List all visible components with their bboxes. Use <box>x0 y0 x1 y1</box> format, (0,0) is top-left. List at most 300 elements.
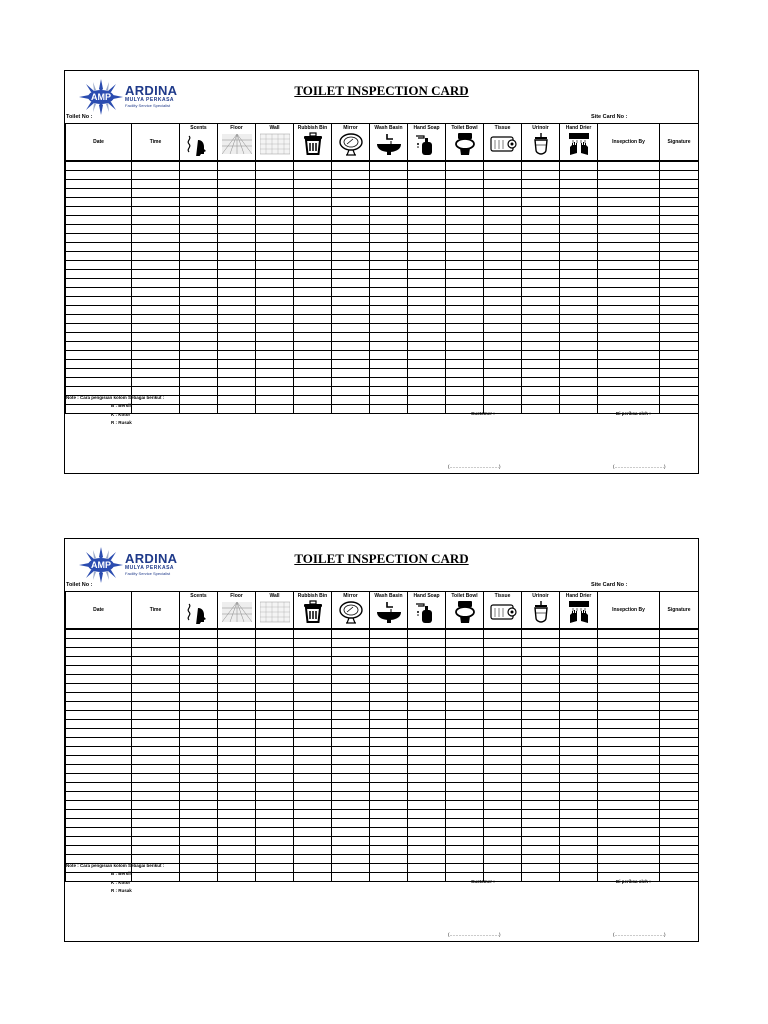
inspection-cell[interactable] <box>370 161 408 171</box>
inspection-cell[interactable] <box>484 180 522 189</box>
inspection-cell[interactable] <box>522 351 560 360</box>
inspection-cell[interactable] <box>256 171 294 180</box>
inspection-cell[interactable] <box>408 369 446 378</box>
inspection-cell[interactable] <box>522 720 560 729</box>
inspection-cell[interactable] <box>598 837 660 846</box>
inspection-cell[interactable] <box>408 684 446 693</box>
inspection-cell[interactable] <box>660 324 699 333</box>
inspection-cell[interactable] <box>332 639 370 648</box>
inspection-cell[interactable] <box>484 189 522 198</box>
inspection-cell[interactable] <box>218 720 256 729</box>
inspection-cell[interactable] <box>660 711 699 720</box>
inspection-cell[interactable] <box>218 161 256 171</box>
inspection-cell[interactable] <box>408 629 446 639</box>
inspection-cell[interactable] <box>660 216 699 225</box>
inspection-cell[interactable] <box>370 747 408 756</box>
inspection-cell[interactable] <box>446 702 484 711</box>
inspection-cell[interactable] <box>660 252 699 261</box>
inspection-cell[interactable] <box>180 225 218 234</box>
inspection-cell[interactable] <box>408 747 446 756</box>
inspection-cell[interactable] <box>598 252 660 261</box>
inspection-cell[interactable] <box>660 270 699 279</box>
inspection-cell[interactable] <box>66 738 132 747</box>
inspection-cell[interactable] <box>484 288 522 297</box>
inspection-cell[interactable] <box>294 657 332 666</box>
inspection-cell[interactable] <box>370 693 408 702</box>
inspection-cell[interactable] <box>132 783 180 792</box>
inspection-cell[interactable] <box>132 747 180 756</box>
inspection-cell[interactable] <box>332 378 370 387</box>
inspection-cell[interactable] <box>332 216 370 225</box>
inspection-cell[interactable] <box>218 333 256 342</box>
inspection-cell[interactable] <box>66 369 132 378</box>
inspection-cell[interactable] <box>408 333 446 342</box>
inspection-cell[interactable] <box>332 180 370 189</box>
inspection-cell[interactable] <box>484 837 522 846</box>
inspection-cell[interactable] <box>132 675 180 684</box>
inspection-cell[interactable] <box>598 351 660 360</box>
inspection-cell[interactable] <box>598 161 660 171</box>
inspection-cell[interactable] <box>180 270 218 279</box>
inspection-cell[interactable] <box>332 684 370 693</box>
inspection-cell[interactable] <box>598 828 660 837</box>
inspection-cell[interactable] <box>522 306 560 315</box>
inspection-cell[interactable] <box>370 405 408 414</box>
inspection-cell[interactable] <box>560 747 598 756</box>
inspection-cell[interactable] <box>332 234 370 243</box>
inspection-cell[interactable] <box>294 729 332 738</box>
customer-signature-line[interactable]: (……………………………) <box>448 464 501 469</box>
inspection-cell[interactable] <box>446 306 484 315</box>
inspection-cell[interactable] <box>132 693 180 702</box>
inspection-cell[interactable] <box>660 297 699 306</box>
inspection-cell[interactable] <box>132 342 180 351</box>
inspection-cell[interactable] <box>180 297 218 306</box>
inspection-cell[interactable] <box>370 270 408 279</box>
inspection-cell[interactable] <box>522 639 560 648</box>
inspection-cell[interactable] <box>370 629 408 639</box>
inspection-cell[interactable] <box>256 261 294 270</box>
inspection-cell[interactable] <box>598 360 660 369</box>
inspection-cell[interactable] <box>294 261 332 270</box>
inspection-cell[interactable] <box>560 792 598 801</box>
inspection-cell[interactable] <box>332 369 370 378</box>
inspection-cell[interactable] <box>218 216 256 225</box>
inspection-cell[interactable] <box>132 629 180 639</box>
inspection-cell[interactable] <box>370 738 408 747</box>
inspection-cell[interactable] <box>332 756 370 765</box>
inspection-cell[interactable] <box>180 720 218 729</box>
inspection-cell[interactable] <box>66 161 132 171</box>
inspection-cell[interactable] <box>408 783 446 792</box>
inspection-cell[interactable] <box>132 657 180 666</box>
inspection-cell[interactable] <box>66 288 132 297</box>
inspection-cell[interactable] <box>484 711 522 720</box>
inspection-cell[interactable] <box>218 837 256 846</box>
inspection-cell[interactable] <box>294 207 332 216</box>
inspection-cell[interactable] <box>180 387 218 396</box>
inspection-cell[interactable] <box>484 639 522 648</box>
inspection-cell[interactable] <box>66 297 132 306</box>
inspection-cell[interactable] <box>598 720 660 729</box>
inspection-cell[interactable] <box>484 297 522 306</box>
inspection-cell[interactable] <box>180 360 218 369</box>
inspection-cell[interactable] <box>522 216 560 225</box>
inspection-cell[interactable] <box>446 207 484 216</box>
inspection-cell[interactable] <box>332 801 370 810</box>
inspection-cell[interactable] <box>256 855 294 864</box>
inspection-cell[interactable] <box>660 828 699 837</box>
inspection-cell[interactable] <box>408 171 446 180</box>
inspection-cell[interactable] <box>256 324 294 333</box>
inspection-cell[interactable] <box>180 666 218 675</box>
inspection-cell[interactable] <box>294 297 332 306</box>
inspection-cell[interactable] <box>256 729 294 738</box>
inspection-cell[interactable] <box>560 675 598 684</box>
inspection-cell[interactable] <box>484 810 522 819</box>
inspection-cell[interactable] <box>370 783 408 792</box>
inspection-cell[interactable] <box>560 639 598 648</box>
inspection-cell[interactable] <box>446 216 484 225</box>
inspection-cell[interactable] <box>522 225 560 234</box>
inspection-cell[interactable] <box>408 324 446 333</box>
inspection-cell[interactable] <box>332 828 370 837</box>
inspection-cell[interactable] <box>560 405 598 414</box>
inspection-cell[interactable] <box>370 351 408 360</box>
inspection-cell[interactable] <box>560 378 598 387</box>
inspection-cell[interactable] <box>66 639 132 648</box>
inspection-cell[interactable] <box>180 747 218 756</box>
inspection-cell[interactable] <box>218 810 256 819</box>
inspection-cell[interactable] <box>256 342 294 351</box>
inspection-cell[interactable] <box>332 792 370 801</box>
inspection-cell[interactable] <box>256 837 294 846</box>
inspection-cell[interactable] <box>294 765 332 774</box>
inspection-cell[interactable] <box>294 288 332 297</box>
inspection-cell[interactable] <box>256 180 294 189</box>
inspection-cell[interactable] <box>294 774 332 783</box>
inspection-cell[interactable] <box>218 315 256 324</box>
inspection-cell[interactable] <box>180 324 218 333</box>
inspection-cell[interactable] <box>560 270 598 279</box>
inspection-cell[interactable] <box>370 225 408 234</box>
inspection-cell[interactable] <box>598 855 660 864</box>
inspection-cell[interactable] <box>560 189 598 198</box>
inspection-cell[interactable] <box>522 270 560 279</box>
inspection-cell[interactable] <box>598 765 660 774</box>
inspection-cell[interactable] <box>332 657 370 666</box>
inspection-cell[interactable] <box>66 360 132 369</box>
inspection-cell[interactable] <box>446 765 484 774</box>
inspection-cell[interactable] <box>446 333 484 342</box>
inspection-cell[interactable] <box>408 180 446 189</box>
inspection-cell[interactable] <box>560 234 598 243</box>
inspection-cell[interactable] <box>332 675 370 684</box>
inspection-cell[interactable] <box>446 297 484 306</box>
inspection-cell[interactable] <box>484 387 522 396</box>
inspection-cell[interactable] <box>294 702 332 711</box>
inspection-cell[interactable] <box>180 629 218 639</box>
inspection-cell[interactable] <box>294 189 332 198</box>
inspection-cell[interactable] <box>598 378 660 387</box>
inspection-cell[interactable] <box>66 774 132 783</box>
inspection-cell[interactable] <box>370 207 408 216</box>
inspection-cell[interactable] <box>66 279 132 288</box>
inspection-cell[interactable] <box>484 225 522 234</box>
inspection-cell[interactable] <box>598 369 660 378</box>
inspection-cell[interactable] <box>408 207 446 216</box>
inspection-cell[interactable] <box>560 342 598 351</box>
inspection-cell[interactable] <box>294 369 332 378</box>
inspection-cell[interactable] <box>332 351 370 360</box>
inspection-cell[interactable] <box>484 657 522 666</box>
inspection-cell[interactable] <box>66 306 132 315</box>
inspection-cell[interactable] <box>294 846 332 855</box>
inspection-cell[interactable] <box>560 279 598 288</box>
inspection-cell[interactable] <box>132 873 180 882</box>
inspection-cell[interactable] <box>132 648 180 657</box>
inspection-cell[interactable] <box>522 207 560 216</box>
inspection-cell[interactable] <box>598 639 660 648</box>
inspection-cell[interactable] <box>484 729 522 738</box>
inspection-cell[interactable] <box>370 297 408 306</box>
inspection-cell[interactable] <box>132 729 180 738</box>
inspection-cell[interactable] <box>660 161 699 171</box>
inspection-cell[interactable] <box>370 252 408 261</box>
inspection-cell[interactable] <box>660 693 699 702</box>
inspection-cell[interactable] <box>408 189 446 198</box>
inspection-cell[interactable] <box>332 765 370 774</box>
inspection-cell[interactable] <box>522 738 560 747</box>
inspection-cell[interactable] <box>408 387 446 396</box>
inspection-cell[interactable] <box>446 243 484 252</box>
inspection-cell[interactable] <box>408 243 446 252</box>
inspection-cell[interactable] <box>446 810 484 819</box>
inspection-cell[interactable] <box>446 198 484 207</box>
inspection-cell[interactable] <box>560 297 598 306</box>
inspection-cell[interactable] <box>66 684 132 693</box>
inspection-cell[interactable] <box>66 252 132 261</box>
inspection-cell[interactable] <box>598 396 660 405</box>
inspection-cell[interactable] <box>408 702 446 711</box>
inspection-cell[interactable] <box>370 675 408 684</box>
inspection-cell[interactable] <box>560 810 598 819</box>
inspection-cell[interactable] <box>408 270 446 279</box>
inspection-cell[interactable] <box>332 846 370 855</box>
inspection-cell[interactable] <box>446 783 484 792</box>
inspection-cell[interactable] <box>522 747 560 756</box>
inspection-cell[interactable] <box>332 198 370 207</box>
inspection-cell[interactable] <box>180 657 218 666</box>
inspection-cell[interactable] <box>560 396 598 405</box>
inspection-cell[interactable] <box>446 261 484 270</box>
inspection-cell[interactable] <box>256 711 294 720</box>
inspection-cell[interactable] <box>484 675 522 684</box>
inspection-cell[interactable] <box>408 729 446 738</box>
inspection-cell[interactable] <box>218 711 256 720</box>
inspection-cell[interactable] <box>370 765 408 774</box>
inspection-cell[interactable] <box>446 675 484 684</box>
inspection-cell[interactable] <box>332 243 370 252</box>
inspection-cell[interactable] <box>218 306 256 315</box>
inspection-cell[interactable] <box>484 342 522 351</box>
inspection-cell[interactable] <box>660 378 699 387</box>
inspection-cell[interactable] <box>332 279 370 288</box>
inspection-cell[interactable] <box>132 297 180 306</box>
inspection-cell[interactable] <box>598 342 660 351</box>
inspection-cell[interactable] <box>484 216 522 225</box>
inspection-cell[interactable] <box>446 396 484 405</box>
inspection-cell[interactable] <box>560 324 598 333</box>
inspection-cell[interactable] <box>218 801 256 810</box>
inspection-cell[interactable] <box>598 729 660 738</box>
inspection-cell[interactable] <box>180 288 218 297</box>
inspection-cell[interactable] <box>598 333 660 342</box>
inspection-cell[interactable] <box>294 720 332 729</box>
inspection-cell[interactable] <box>256 198 294 207</box>
inspection-cell[interactable] <box>370 342 408 351</box>
inspection-cell[interactable] <box>332 207 370 216</box>
inspection-cell[interactable] <box>294 378 332 387</box>
inspection-cell[interactable] <box>218 234 256 243</box>
inspection-cell[interactable] <box>484 234 522 243</box>
inspection-cell[interactable] <box>294 279 332 288</box>
inspection-cell[interactable] <box>370 216 408 225</box>
inspection-cell[interactable] <box>66 792 132 801</box>
inspection-cell[interactable] <box>598 297 660 306</box>
inspection-cell[interactable] <box>332 333 370 342</box>
inspection-cell[interactable] <box>522 252 560 261</box>
inspection-cell[interactable] <box>294 819 332 828</box>
inspection-cell[interactable] <box>132 711 180 720</box>
inspection-cell[interactable] <box>660 765 699 774</box>
inspection-cell[interactable] <box>180 161 218 171</box>
inspection-cell[interactable] <box>660 810 699 819</box>
inspection-cell[interactable] <box>180 369 218 378</box>
inspection-cell[interactable] <box>370 324 408 333</box>
inspection-cell[interactable] <box>370 711 408 720</box>
inspection-cell[interactable] <box>132 270 180 279</box>
customer-signature-line[interactable]: (……………………………) <box>448 932 501 937</box>
inspection-cell[interactable] <box>332 396 370 405</box>
inspection-cell[interactable] <box>522 792 560 801</box>
inspection-cell[interactable] <box>370 657 408 666</box>
inspection-cell[interactable] <box>256 306 294 315</box>
inspection-cell[interactable] <box>66 666 132 675</box>
inspection-cell[interactable] <box>66 243 132 252</box>
inspection-cell[interactable] <box>256 864 294 873</box>
inspection-cell[interactable] <box>132 405 180 414</box>
inspection-cell[interactable] <box>560 864 598 873</box>
inspection-cell[interactable] <box>484 360 522 369</box>
inspection-cell[interactable] <box>408 342 446 351</box>
inspection-cell[interactable] <box>132 738 180 747</box>
inspection-cell[interactable] <box>446 720 484 729</box>
inspection-cell[interactable] <box>484 765 522 774</box>
inspection-cell[interactable] <box>66 711 132 720</box>
inspection-cell[interactable] <box>218 207 256 216</box>
inspection-cell[interactable] <box>332 306 370 315</box>
inspection-cell[interactable] <box>256 315 294 324</box>
inspection-cell[interactable] <box>408 774 446 783</box>
inspection-cell[interactable] <box>256 846 294 855</box>
inspection-cell[interactable] <box>218 729 256 738</box>
inspection-cell[interactable] <box>408 234 446 243</box>
inspection-cell[interactable] <box>560 819 598 828</box>
inspection-cell[interactable] <box>660 306 699 315</box>
inspection-cell[interactable] <box>408 756 446 765</box>
inspection-cell[interactable] <box>484 756 522 765</box>
inspection-cell[interactable] <box>66 828 132 837</box>
inspection-cell[interactable] <box>256 828 294 837</box>
inspection-cell[interactable] <box>132 198 180 207</box>
inspection-cell[interactable] <box>132 846 180 855</box>
inspection-cell[interactable] <box>370 189 408 198</box>
inspection-cell[interactable] <box>294 828 332 837</box>
inspection-cell[interactable] <box>180 846 218 855</box>
inspection-cell[interactable] <box>294 216 332 225</box>
inspection-cell[interactable] <box>446 161 484 171</box>
inspection-cell[interactable] <box>332 729 370 738</box>
inspection-cell[interactable] <box>598 792 660 801</box>
inspection-cell[interactable] <box>256 243 294 252</box>
inspection-cell[interactable] <box>294 324 332 333</box>
inspection-cell[interactable] <box>256 693 294 702</box>
inspection-cell[interactable] <box>180 819 218 828</box>
inspection-cell[interactable] <box>560 629 598 639</box>
inspection-cell[interactable] <box>294 342 332 351</box>
inspection-cell[interactable] <box>408 261 446 270</box>
inspection-cell[interactable] <box>370 666 408 675</box>
inspection-cell[interactable] <box>598 216 660 225</box>
inspection-cell[interactable] <box>660 792 699 801</box>
inspection-cell[interactable] <box>560 774 598 783</box>
inspection-cell[interactable] <box>66 171 132 180</box>
inspection-cell[interactable] <box>256 648 294 657</box>
inspection-cell[interactable] <box>332 693 370 702</box>
inspection-cell[interactable] <box>446 837 484 846</box>
inspection-cell[interactable] <box>522 629 560 639</box>
inspection-cell[interactable] <box>446 666 484 675</box>
inspection-cell[interactable] <box>132 819 180 828</box>
inspection-cell[interactable] <box>256 387 294 396</box>
inspection-cell[interactable] <box>256 288 294 297</box>
inspection-cell[interactable] <box>660 342 699 351</box>
inspection-cell[interactable] <box>560 333 598 342</box>
inspection-cell[interactable] <box>522 864 560 873</box>
inspection-cell[interactable] <box>218 639 256 648</box>
inspection-cell[interactable] <box>66 315 132 324</box>
inspection-cell[interactable] <box>180 738 218 747</box>
inspection-cell[interactable] <box>132 180 180 189</box>
inspection-cell[interactable] <box>598 225 660 234</box>
inspection-cell[interactable] <box>370 810 408 819</box>
inspection-cell[interactable] <box>180 396 218 405</box>
inspection-cell[interactable] <box>522 819 560 828</box>
inspection-cell[interactable] <box>180 873 218 882</box>
inspection-cell[interactable] <box>332 342 370 351</box>
inspection-cell[interactable] <box>484 855 522 864</box>
inspection-cell[interactable] <box>66 810 132 819</box>
inspection-cell[interactable] <box>560 387 598 396</box>
inspection-cell[interactable] <box>132 324 180 333</box>
inspection-cell[interactable] <box>132 720 180 729</box>
inspection-cell[interactable] <box>660 873 699 882</box>
inspection-cell[interactable] <box>218 360 256 369</box>
inspection-cell[interactable] <box>446 225 484 234</box>
inspection-cell[interactable] <box>132 369 180 378</box>
inspection-cell[interactable] <box>294 225 332 234</box>
